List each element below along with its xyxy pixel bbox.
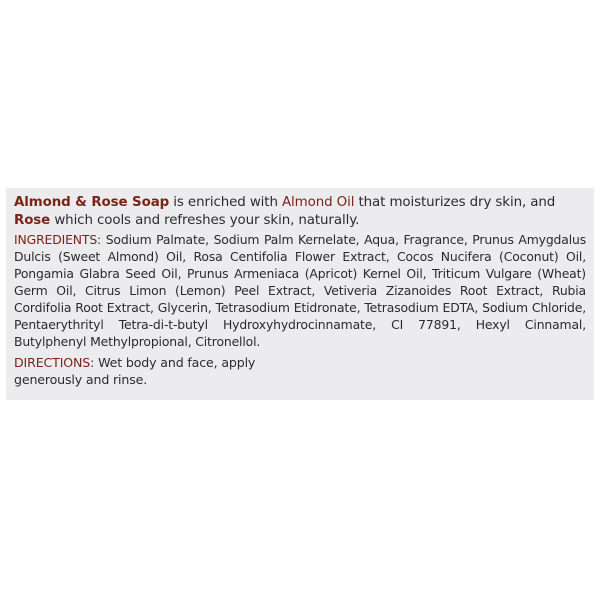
ingredients-heading: INGREDIENTS:	[14, 232, 102, 247]
ingredients-section	[14, 231, 586, 350]
ingredients-label-panel	[6, 188, 594, 400]
directions-heading: DIRECTIONS:	[14, 355, 95, 370]
directions-section	[14, 354, 324, 388]
highlight-rose: Rose	[14, 212, 51, 228]
product-name: Almond & Rose Soap	[14, 195, 170, 210]
highlight-almond-oil: Almond Oil	[282, 195, 355, 210]
description-text-1: is enriched with	[169, 195, 282, 210]
ingredients-list: Sodium Palmate, Sodium Palm Kernelate, Aqua, Fragrance, Prunus Amygdalus Dulcis (Sweet Almond) Oil, Rosa Centifolia Flower Extract, Cocos Nucifera (Coconut) Oil, Pongamia Glabra Seed Oil, Prunus Armeniaca (Apricot) Kernel Oil, Triticum Vulgare (Wheat) Germ Oil, Citrus Limon (Lemon) Peel Extract, Vetiveria Zizanoides Root Extract, Rubia Cordifolia Root Extract, Glycerin, Tetrasodium Etidronate, Tetrasodium EDTA, Sodium Chloride, Pentaerythrityl Tetra-di-t-butyl Hydroxyhydrocinnamate, CI 77891, Hexyl Cinnamal, Butylphenyl Methylpropional, Citronellol.	[14, 232, 586, 349]
description-text-2: that moisturizes dry skin, and	[354, 195, 556, 210]
description-text-3: which cools and refreshes your skin, naturally.	[50, 212, 360, 228]
product-description	[14, 194, 586, 229]
directions-text: Wet body and face, apply generously and rinse.	[14, 355, 256, 387]
